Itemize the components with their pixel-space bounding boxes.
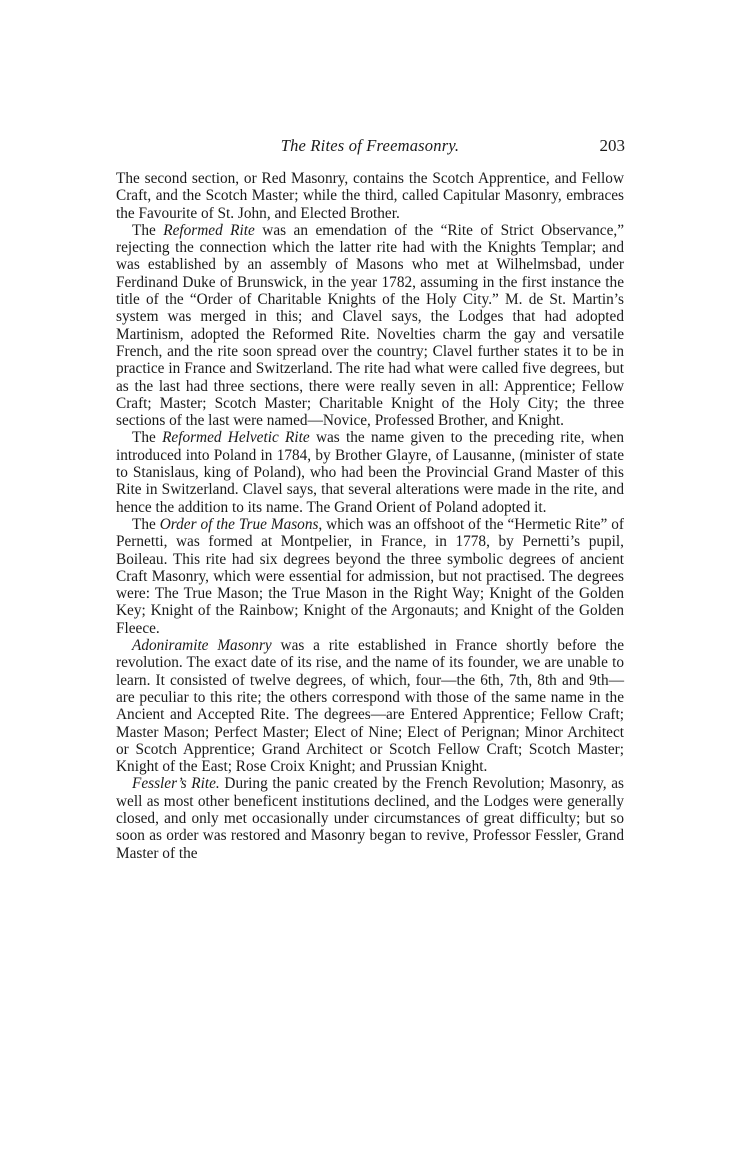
text-run: was the name given to the preceding rite, when introduced into Poland in 1784, by Brother Glayre, of Lausanne, (minister of state to Stanislaus, king of Poland), who had been the Provincial Grand Master of this Rite in Switzerland. Clavel says, that several alterations were made in the rite, and hence the addition to its name. The Grand Orient of Poland adopted it.	[116, 429, 624, 516]
paragraph	[116, 637, 624, 775]
paragraph	[116, 222, 624, 430]
text-run: The	[132, 429, 163, 447]
italic-phrase: Reformed Rite	[163, 221, 255, 239]
text-run: was a rite established in France shortly before the revolution. The exact date of its rise, and the name of its founder, we are unable to learn. It consisted of twelve degrees, of which, four—the 6th, 7th, 8th and 9th—are peculiar to this rite; the others correspond with those of the same name in the Ancient and Accepted Rite. The degrees—are Entered Apprentice; Fellow Craft; Master Mason; Perfect Master; Elect of Nine; Elect of Perignan; Minor Architect or Scotch Apprentice; Grand Architect or Scotch Fellow Craft; Scotch Master; Knight of the East; Rose Croix Knight; and Prussian Knight.	[116, 637, 624, 776]
running-head	[115, 134, 625, 158]
italic-phrase: Adoniramite Masonry	[132, 637, 272, 655]
italic-phrase: Order of the True Masons,	[159, 515, 323, 533]
body-text	[116, 170, 624, 862]
text-run: The	[132, 515, 160, 533]
italic-phrase: Fessler’s Rite.	[132, 775, 220, 793]
text-run: The	[132, 221, 164, 239]
italic-phrase: Reformed Helvetic Rite	[162, 429, 310, 447]
text-run: During the panic created by the French Revolution; Masonry, as well as most other beneficent institutions declined, and the Lodges were generally closed, and only met occasionally under circumstances of great difficulty; but so soon as order was restored and Masonry began to revive, Professor Fessler, Grand Master of the	[116, 775, 624, 862]
paragraph	[116, 516, 624, 637]
paragraph	[116, 429, 624, 515]
page-number: 203	[599, 136, 625, 155]
paragraph	[116, 775, 624, 861]
text-run: which was an offshoot of the “Hermetic Rite” of Pernetti, was formed at Montpelier, in France, in 1778, by Pernetti’s pupil, Boileau. This rite had six degrees beyond the three symbolic degrees of ancient Craft Masonry, which were essential for admission, but not practised. The degrees were: The True Mason; the True Mason in the Right Way; Knight of the Golden Key; Knight of the Rainbow; Knight of the Argonauts; and Knight of the Golden Fleece.	[116, 515, 624, 637]
text-run: The second section, or Red Masonry, contains the Scotch Apprentice, and Fellow Craft, and the Scotch Master; while the third, called Capitular Masonry, embraces the Favourite of St. John, and Elected Brother.	[116, 170, 624, 222]
paragraph	[116, 170, 624, 222]
running-title: The Rites of Freemasonry.	[280, 136, 460, 155]
text-run: was an emendation of the “Rite of Strict Observance,” rejecting the connection which the latter rite had with the Knights Templar; and was established by an assembly of Masons who met at Wilhelmsbad, under Ferdinand Duke of Brunswick, in the year 1782, assuming in the first instance the title of the “Order of Charitable Knights of the Holy City.” M. de St. Martin’s system was merged in this; and Clavel says, the Lodges that had adopted Martinism, adopted the Reformed Rite. Novelties charm the gay and versatile French, and the rite soon spread over the country; Clavel further states it to be in practice in France and Switzerland. The rite had what were called five degrees, but as the last had three sections, there were really seven in all: Apprentice; Fellow Craft; Master; Scotch Master; Charitable Knight of the Holy City; the three sections of the last were named—Novice, Professed Brother, and Knight.	[116, 221, 624, 430]
